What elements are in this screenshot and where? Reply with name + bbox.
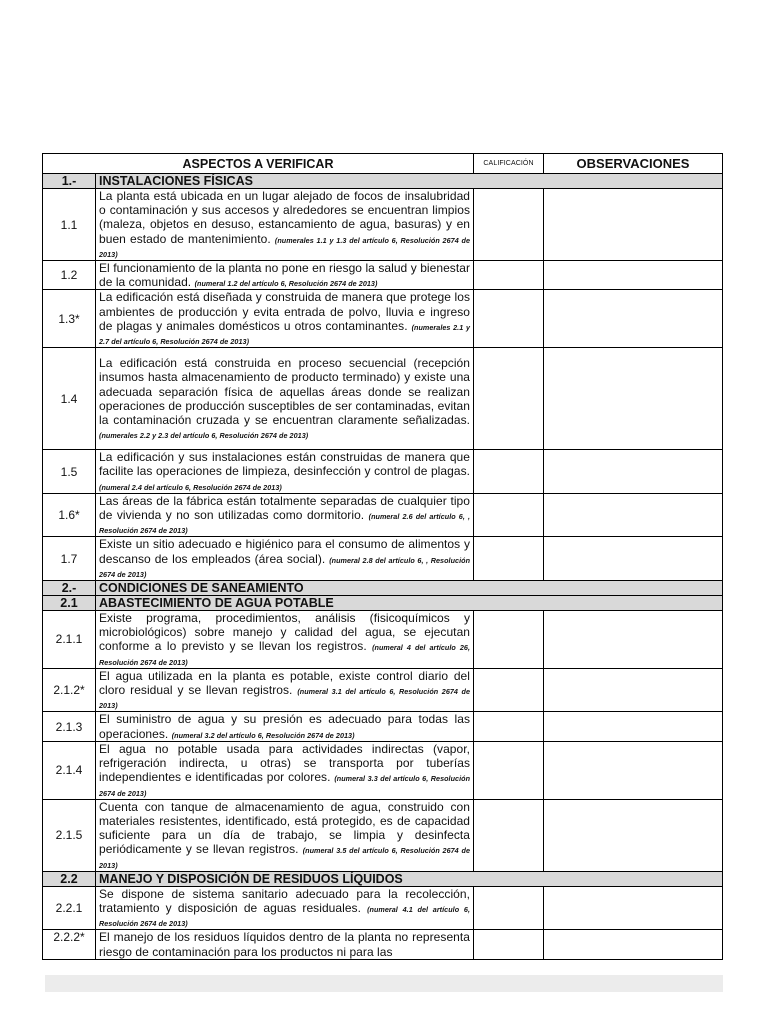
item-text: Existe un sitio adecuado e higiénico para el consumo de alimentos y descanso de los empleados (área social). [99, 537, 471, 566]
section-row [43, 871, 723, 886]
item-reference: (numeral 2.6 del artículo 6, , Resolución 2674 de 2013) [99, 512, 471, 536]
table-row [43, 668, 723, 712]
observations-cell[interactable] [544, 741, 723, 799]
item-number: 1.3* [43, 290, 96, 348]
item-number: 2.1.2* [43, 668, 96, 712]
section-title: MANEJO Y DISPOSICIÓN DE RESIDUOS LÍQUIDOS [96, 871, 723, 886]
item-reference: (numerales 1.1 y 1.3 del artículo 6, Resolución 2674 de 2013) [99, 235, 471, 259]
observations-cell[interactable] [544, 189, 723, 261]
item-number: 1.5 [43, 450, 96, 494]
item-text: Las áreas de la fábrica están totalmente separadas de cualquier tipo de vivienda y no son utilizadas como dormitorio. [99, 493, 471, 523]
item-number: 1.4 [43, 348, 96, 450]
section-title: ABASTECIMIENTO DE AGUA POTABLE [96, 596, 723, 611]
table-row [43, 261, 723, 290]
item-reference: (numeral 3.3 del artículo 6, Resolución 2674 de 2013) [99, 774, 471, 798]
rating-cell[interactable] [474, 886, 544, 930]
rating-cell[interactable] [474, 261, 544, 290]
observations-cell[interactable] [544, 493, 723, 537]
item-number: 2.1.1 [43, 611, 96, 669]
item-reference: (numeral 3.5 del artículo 6, Resolución 2674 de 2013) [99, 846, 471, 870]
table-header-row [43, 154, 723, 174]
item-reference: (numeral 4.1 del artículo 6, Resolución 2674 de 2013) [99, 904, 471, 929]
rating-cell[interactable] [474, 348, 544, 450]
item-number: 2.1.5 [43, 799, 96, 871]
item-description [96, 493, 474, 537]
rating-cell[interactable] [474, 493, 544, 537]
observations-cell[interactable] [544, 611, 723, 669]
item-number: 1.2 [43, 261, 96, 290]
item-reference: (numeral 3.2 del artículo 6, Resolución 2674 de 2013) [171, 730, 355, 740]
section-title: CONDICIONES DE SANEAMIENTO [96, 581, 723, 596]
item-description [96, 348, 474, 450]
item-description [96, 189, 474, 261]
observations-cell[interactable] [544, 290, 723, 348]
rating-cell[interactable] [474, 537, 544, 581]
item-text: El agua no potable usada para actividades indirectas (vapor, refrigeración indirecta, u otras) se transporta por tuberías independientes e identificadas por colores. [99, 741, 471, 785]
item-description [96, 799, 474, 871]
item-reference: (numeral 2.4 del artículo 6, Resolución 2674 de 2013) [99, 482, 282, 492]
item-description [96, 741, 474, 799]
item-number: 2.2.2* [43, 930, 96, 959]
item-reference: (numerales 2.2 y 2.3 del artículo 6, Resolución 2674 de 2013) [99, 431, 309, 441]
item-text: El funcionamiento de la planta no pone en riesgo la salud y bienestar de la comunidad. [99, 261, 471, 290]
table-row [43, 493, 723, 537]
item-reference: (numeral 2.8 del artículo 6, , Resolución 2674 de 2013) [99, 555, 471, 579]
section-row [43, 581, 723, 596]
section-number: 2.1 [43, 596, 96, 611]
item-reference: (numeral 3.1 del artículo 6, Resolución 2674 de 2013) [99, 687, 470, 711]
observations-cell[interactable] [544, 348, 723, 450]
rating-cell[interactable] [474, 450, 544, 494]
rating-cell[interactable] [474, 799, 544, 871]
item-number: 2.2.1 [43, 886, 96, 930]
table-row [43, 712, 723, 741]
table-row [43, 348, 723, 450]
observations-cell[interactable] [544, 537, 723, 581]
section-number: 2.2 [43, 871, 96, 886]
item-number: 2.1.4 [43, 741, 96, 799]
rating-cell[interactable] [474, 930, 544, 959]
item-number: 2.1.3 [43, 712, 96, 741]
section-row [43, 174, 723, 189]
table-row [43, 537, 723, 581]
item-description [96, 668, 474, 712]
item-text: Existe programa, procedimientos, análisis (fisicoquímicos y microbiológicos) sobre manejo y calidad del agua, se ejecutan conforme a lo previsto y se llevan los registros. [99, 611, 471, 654]
section-row [43, 596, 723, 611]
item-text: La edificación y sus instalaciones están construidas de manera que facilite las operaciones de limpieza, desinfección y control de plagas. [99, 450, 471, 479]
item-description [96, 537, 474, 581]
item-description [96, 450, 474, 494]
observations-cell[interactable] [544, 886, 723, 930]
item-number: 1.6* [43, 493, 96, 537]
item-description [96, 930, 474, 959]
rating-cell[interactable] [474, 611, 544, 669]
rating-cell[interactable] [474, 741, 544, 799]
item-text: La edificación está construida en proceso secuencial (recepción insumos hasta almacenamiento de producto terminado) y existe una adecuada separación física de aquellas áreas donde se realizan operaciones de producción susceptibles de ser contaminadas, evitan la contaminación cruzada y se encuentran claramente señalizadas. [99, 356, 471, 427]
item-reference: (numeral 4 del artículo 26, Resolución 2674 de 2013) [99, 643, 471, 667]
item-reference: (numeral 1.2 del artículo 6, Resolución 2674 de 2013) [194, 279, 378, 289]
observations-cell[interactable] [544, 261, 723, 290]
item-description [96, 261, 474, 290]
item-description [96, 712, 474, 741]
observations-cell[interactable] [544, 930, 723, 959]
observations-cell[interactable] [544, 668, 723, 712]
item-text: Se dispone de sistema sanitario adecuado para la recolección, tratamiento y disposición de aguas residuales. [99, 886, 471, 915]
table-row [43, 886, 723, 930]
table-row [43, 189, 723, 261]
item-text: La planta está ubicada en un lugar alejado de focos de insalubridad o contaminación y sus accesos y alrededores se encuentran limpios (maleza, objetos en desuso, estancamiento de agua, basuras) y en buen estado de mantenimiento. [99, 189, 471, 246]
table-row [43, 611, 723, 669]
rating-cell[interactable] [474, 668, 544, 712]
section-number: 1.- [43, 174, 96, 189]
item-number: 1.7 [43, 537, 96, 581]
item-description [96, 611, 474, 669]
item-text: El manejo de los residuos líquidos dentro de la planta no representa riesgo de contaminación para los productos ni para las [99, 930, 471, 959]
item-reference: (numerales 2.1 y 2.7 del artículo 6, Resolución 2674 de 2013) [99, 322, 470, 347]
item-number: 1.1 [43, 189, 96, 261]
rating-cell[interactable] [474, 189, 544, 261]
observations-cell[interactable] [544, 799, 723, 871]
item-text: Cuenta con tanque de almacenamiento de agua, construido con materiales resistentes, identificado, está protegido, es de capacidad suficiente para un día de trabajo, se limpia y desinfecta periódicamente y se llevan registros. [99, 799, 471, 857]
item-text: El suministro de agua y su presión es adecuado para todas las operaciones. [99, 712, 471, 741]
rating-cell[interactable] [474, 290, 544, 348]
section-number: 2.- [43, 581, 96, 596]
inspection-checklist-table [42, 153, 723, 960]
item-description [96, 886, 474, 930]
observations-cell[interactable] [544, 450, 723, 494]
rating-cell[interactable] [474, 712, 544, 741]
table-row [43, 290, 723, 348]
item-text: La edificación está diseñada y construida de manera que protege los ambientes de producción y evita entrada de polvo, lluvia e ingreso de plagas y animales domésticos u otros contaminantes. [99, 290, 471, 333]
header-rating: CALIFICACIÓN [474, 154, 544, 174]
table-row [43, 741, 723, 799]
section-title: INSTALACIONES FÍSICAS [96, 174, 723, 189]
item-description [96, 290, 474, 348]
table-row [43, 799, 723, 871]
header-aspects: ASPECTOS A VERIFICAR [43, 154, 474, 174]
table-row [43, 450, 723, 494]
table-row [43, 930, 723, 959]
footer-bar [45, 975, 723, 992]
header-observations: OBSERVACIONES [544, 154, 723, 174]
observations-cell[interactable] [544, 712, 723, 741]
item-text: El agua utilizada en la planta es potable, existe control diario del cloro residual y se llevan registros. [99, 668, 471, 698]
